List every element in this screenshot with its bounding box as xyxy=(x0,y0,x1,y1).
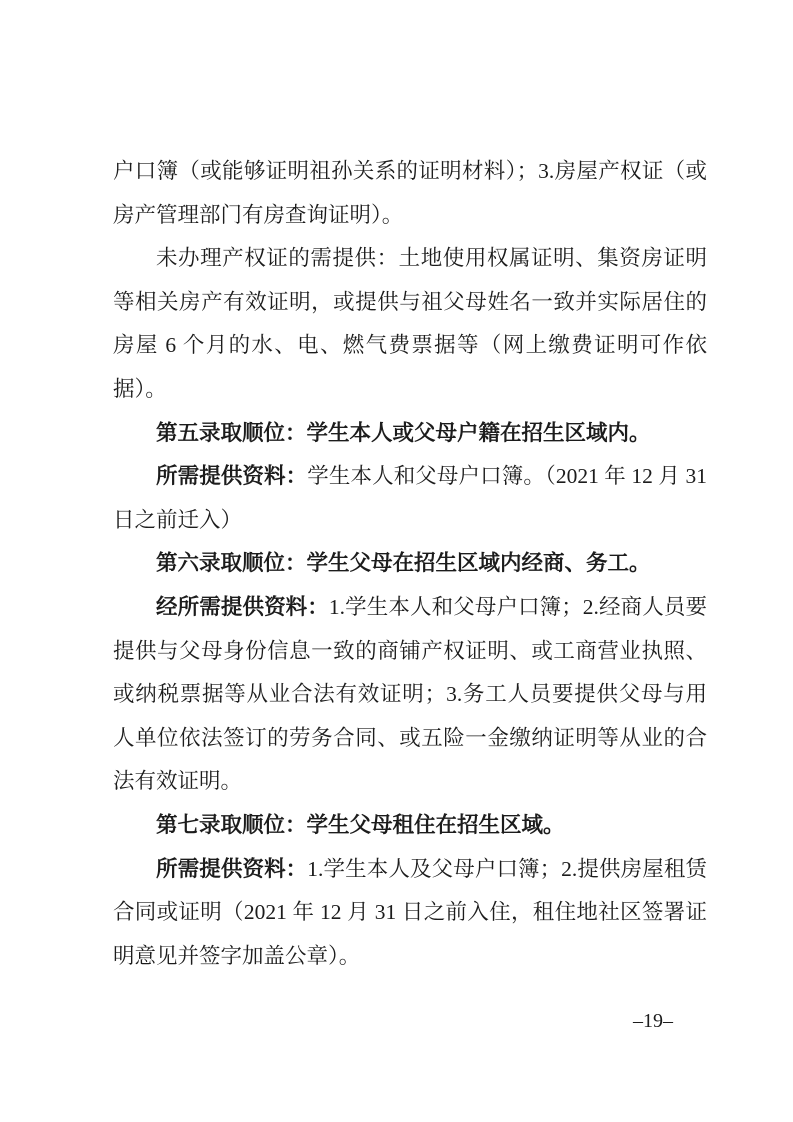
page-number: –19– xyxy=(633,1010,673,1032)
heading-fifth-admission-priority xyxy=(113,412,707,456)
paragraph-text: 户口簿（或能够证明祖孙关系的证明材料）；3.房屋产权证（或房产管理部门有房查询证明）。 xyxy=(113,159,707,227)
heading-sixth-admission-priority xyxy=(113,542,707,586)
paragraph-text: 未办理产权证的需提供：土地使用权属证明、集资房证明等相关房产有效证明，或提供与祖父母姓名一致并实际居住的房屋 6 个月的水、电、燃气费票据等（网上缴费证明可作依据）。 xyxy=(113,246,707,401)
paragraph-continuation xyxy=(113,150,707,237)
paragraph-seventh-materials xyxy=(113,848,707,979)
heading-text: 第六录取顺位：学生父母在招生区域内经商、务工。 xyxy=(156,551,651,576)
paragraph-lead: 所需提供资料： xyxy=(156,856,308,881)
heading-text: 第五录取顺位：学生本人或父母户籍在招生区域内。 xyxy=(156,420,651,445)
document-body xyxy=(113,150,707,978)
paragraph-fifth-materials xyxy=(113,455,707,542)
paragraph-sixth-materials xyxy=(113,586,707,804)
paragraph-text: 1.学生本人及父母户口簿；2.提供房屋租赁合同或证明（2021 年 12 月 31 日之前入住，租住地社区签署证明意见并签字加盖公章）。 xyxy=(113,856,707,968)
paragraph-text: 学生本人和父母户口簿。（2021 年 12 月 31 日之前迁入） xyxy=(113,464,707,532)
heading-text: 第七录取顺位：学生父母租住在招生区域。 xyxy=(156,812,565,837)
paragraph-text: 1.学生本人和父母户口簿；2.经商人员要提供与父母身份信息一致的商铺产权证明、或工商营业执照、或纳税票据等从业合法有效证明；3.务工人员要提供父母与用人单位依法签订的劳务合同、或五险一金缴纳证明等从业的合法有效证明。 xyxy=(113,594,707,794)
heading-seventh-admission-priority xyxy=(113,804,707,848)
paragraph-no-property-cert xyxy=(113,237,707,411)
paragraph-lead: 所需提供资料： xyxy=(156,464,308,489)
paragraph-lead: 经所需提供资料： xyxy=(156,594,329,619)
